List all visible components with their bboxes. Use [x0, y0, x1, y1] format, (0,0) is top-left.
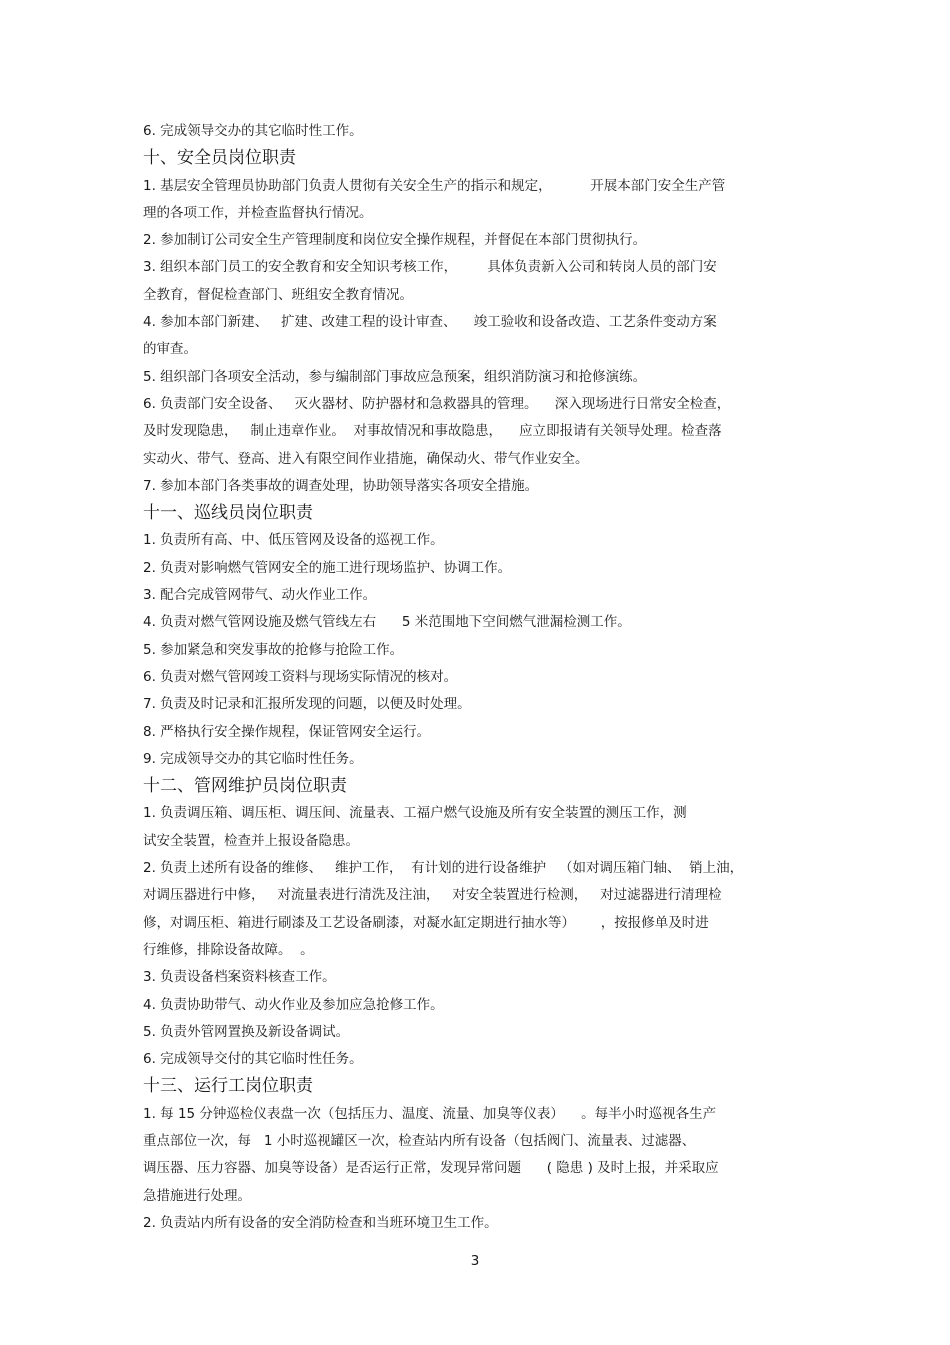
text-line: 7. 参加本部门各类事故的调查处理，协助领导落实各项安全措施。 — [143, 477, 539, 494]
text-line: 理的各项工作，并检查监督执行情况。 — [143, 204, 373, 221]
text-line: 6. 负责部门安全设备、 灭火器材、防护器材和急救器具的管理。 深入现场进行日常安全检查， — [143, 395, 731, 412]
page-number: 3 — [470, 1253, 480, 1269]
section-heading: 十二、管网维护员岗位职责 — [143, 776, 347, 797]
text-line: 3. 负责设备档案资料核查工作。 — [143, 969, 336, 986]
text-line: 1. 负责调压箱、调压柜、调压间、流量表、工福户燃气设施及所有安全装置的测压工作，测 — [143, 805, 687, 822]
section-heading: 十、安全员岗位职责 — [143, 148, 296, 169]
text-line: 4. 参加本部门新建、 扩建、改建工程的设计审查、 竣工验收和设备改造、工艺条件变动方案 — [143, 314, 717, 331]
text-line: 2. 负责站内所有设备的安全消防检查和当班环境卫生工作。 — [143, 1214, 498, 1231]
text-line: 3. 组织本部门员工的安全教育和安全知识考核工作， 具体负责新入公司和转岗人员的部门安 — [143, 259, 717, 276]
text-line: 重点部位一次，每 1 小时巡视罐区一次，检查站内所有设备（包括阀门、流量表、过滤器、 — [143, 1132, 696, 1149]
text-line: 1. 基层安全管理员协助部门负责人贯彻有关安全生产的指示和规定， 开展本部门安全生产管 — [143, 177, 726, 194]
text-line: 对调压器进行中修， 对流量表进行清洗及注油， 对安全装置进行检测， 对过滤器进行清理检 — [143, 887, 722, 904]
text-line: 行维修，排除设备故障。 。 — [143, 941, 314, 958]
section-heading: 十一、巡线员岗位职责 — [143, 503, 313, 524]
section-heading: 十三、运行工岗位职责 — [143, 1076, 313, 1097]
text-line: 4. 负责协助带气、动火作业及参加应急抢修工作。 — [143, 996, 444, 1013]
text-line: 4. 负责对燃气管网设施及燃气管线左右 5 米范围地下空间燃气泄漏检测工作。 — [143, 614, 631, 631]
text-line: 1. 负责所有高、中、低压管网及设备的巡视工作。 — [143, 532, 444, 549]
text-line: 7. 负责及时记录和汇报所发现的问题，以便及时处理。 — [143, 696, 471, 713]
text-line: 调压器、压力容器、加臭等设备）是否运行正常，发现异常问题 ( 隐患 ) 及时上报，并采取应 — [143, 1160, 719, 1177]
text-line: 6. 完成领导交付的其它临时性任务。 — [143, 1051, 363, 1068]
text-line: 5. 组织部门各项安全活动，参与编制部门事故应急预案，组织消防演习和抢修演练。 — [143, 368, 647, 385]
text-line: 2. 参加制订公司安全生产管理制度和岗位安全操作规程，并督促在本部门贯彻执行。 — [143, 232, 647, 249]
text-line: 2. 负责上述所有设备的维修、 维护工作， 有计划的进行设备维护 （如对调压箱门轴、 销上油， — [143, 860, 744, 877]
document-body — [143, 118, 808, 1237]
text-line: 9. 完成领导交办的其它临时性任务。 — [143, 750, 363, 767]
text-line: 修，对调压柜、箱进行刷漆及工艺设备刷漆，对凝水缸定期进行抽水等） ，按报修单及时进 — [143, 914, 709, 931]
text-line: 试安全装置，检查并上报设备隐患。 — [143, 832, 359, 849]
text-line: 全教育，督促检查部门、班组安全教育情况。 — [143, 286, 413, 303]
text-line: 的审查。 — [143, 341, 197, 358]
text-line: 急措施进行处理。 — [143, 1187, 251, 1204]
text-line: 实动火、带气、登高、进入有限空间作业措施，确保动火、带气作业安全。 — [143, 450, 589, 467]
text-line: 6. 完成领导交办的其它临时性工作。 — [143, 123, 363, 139]
text-line: 2. 负责对影响燃气管网安全的施工进行现场监护、协调工作。 — [143, 559, 512, 576]
text-line: 3. 配合完成管网带气、动火作业工作。 — [143, 587, 377, 604]
text-line: 及时发现隐患， 制止违章作业。 对事故情况和事故隐患， 应立即报请有关领导处理。检查落 — [143, 423, 722, 440]
text-line: 8. 严格执行安全操作规程，保证管网安全运行。 — [143, 723, 431, 740]
text-line: 5. 负责外管网置换及新设备调试。 — [143, 1023, 350, 1040]
text-line: 6. 负责对燃气管网竣工资料与现场实际情况的核对。 — [143, 668, 458, 685]
text-line: 1. 每 15 分钟巡检仪表盘一次（包括压力、温度、流量、加臭等仪表） 。每半小时巡视各生产 — [143, 1105, 717, 1122]
text-line: 5. 参加紧急和突发事故的抢修与抢险工作。 — [143, 641, 404, 658]
